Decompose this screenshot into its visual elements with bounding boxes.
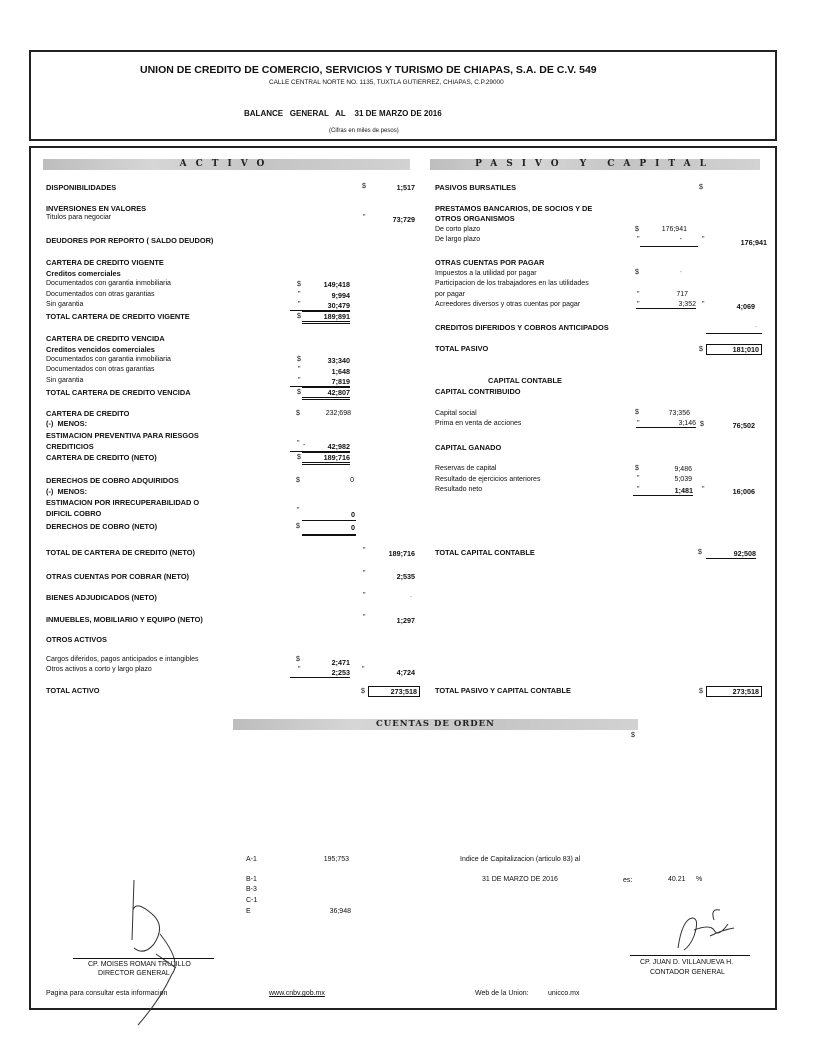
prestamos-total: 176;941 — [740, 238, 767, 247]
capital-contable-title: CAPITAL CONTABLE — [488, 376, 562, 385]
ptu-line1: Participacion de los trabajadores en las utilidades — [435, 280, 589, 287]
reservas-value: 9;486 — [674, 466, 692, 473]
currency-sign: $ — [635, 409, 639, 416]
ditto-mark: " — [363, 214, 366, 221]
pasivo-band: PASIVO Y CAPITAL — [430, 159, 760, 170]
ditto-mark: " — [702, 236, 705, 243]
ditto-mark: " — [362, 666, 365, 673]
diferidos-label: CREDITOS DIFERIDOS Y COBROS ANTICIPADOS — [435, 323, 609, 332]
resultado-neto-label: Resultado neto — [435, 486, 483, 493]
indice-value: 40.21 — [668, 876, 686, 883]
total-pasivo-capital-value: 273;518 — [706, 686, 762, 697]
cuentas-orden-band: CUENTAS DE ORDEN — [233, 719, 638, 730]
ditto-mark: " — [702, 486, 705, 493]
bienes-label: BIENES ADJUDICADOS (NETO) — [46, 593, 157, 602]
inmuebles-label: INMUEBLES, MOBILIARIO Y EQUIPO (NETO) — [46, 615, 203, 624]
total-pasivo-value: 181;010 — [706, 344, 762, 355]
capital-social-value: 73;356 — [668, 410, 690, 417]
diferidos-value: - — [754, 324, 757, 331]
deudores-label: DEUDORES POR REPORTO ( SALDO DEUDOR) — [46, 236, 214, 245]
currency-sign: $ — [297, 356, 301, 363]
largo-plazo-label: De largo plazo — [435, 236, 481, 243]
disponibilidades-label: DISPONIBILIDADES — [46, 183, 117, 192]
vigente-row-label: Documentados con otras garantias — [46, 291, 155, 298]
derechos-menos: (-) MENOS: — [46, 487, 88, 496]
reservas-label: Reservas de capital — [435, 465, 497, 472]
vencida-row-value: 7;819 — [290, 377, 350, 387]
vencida-row-label: Documentados con garantia inmobiliaria — [46, 356, 171, 363]
currency-sign: $ — [362, 183, 366, 190]
dash-mark: - — [303, 442, 306, 449]
currency-sign: $ — [296, 656, 300, 663]
capital-social-label: Capital social — [435, 410, 477, 417]
otras-cxc-label: OTRAS CUENTAS POR COBRAR (NETO) — [46, 572, 190, 581]
currency-sign: $ — [361, 688, 365, 695]
impuestos-label: Impuestos a la utilidad por pagar — [435, 270, 537, 277]
company-name: UNION DE CREDITO DE COMERCIO, SERVICIOS Y TURISMO DE CHIAPAS, S.A. DE C.V. 549 — [140, 64, 597, 76]
prestamos-line2: OTROS ORGANISMOS — [435, 214, 515, 223]
cargos-label: Cargos diferidos, pagos anticipados e intangibles — [46, 656, 199, 663]
otras-cxc-value: 2;535 — [396, 572, 415, 581]
total-activo-label: TOTAL ACTIVO — [46, 686, 100, 695]
currency-sign: $ — [699, 346, 703, 353]
ptu-value: 717 — [676, 291, 688, 298]
ditto-mark: " — [297, 440, 300, 447]
bursatiles-label: PASIVOS BURSATILES — [435, 183, 517, 192]
vencida-row-label: Documentados con otras garantias — [46, 366, 155, 373]
ditto-mark: " — [298, 377, 301, 384]
cartera-neto-value: 189;716 — [302, 452, 350, 465]
vigente-row-value: 9;994 — [331, 291, 350, 300]
rule-line — [640, 246, 698, 247]
vigente-total-value: 189;891 — [302, 311, 350, 324]
contador-title: CONTADOR GENERAL — [650, 969, 725, 976]
currency-sign: $ — [296, 410, 300, 417]
ditto-mark: " — [363, 570, 366, 577]
corto-plazo-label: De corto plazo — [435, 226, 481, 233]
ditto-mark: " — [637, 420, 640, 427]
web-label: Web de la Union: — [475, 990, 529, 997]
total-pasivo-label: TOTAL PASIVO — [435, 344, 489, 353]
cnbv-link[interactable]: www.cnbv.gob.mx — [269, 990, 325, 997]
currency-sign: $ — [635, 226, 639, 233]
capital-contribuido-total: 76;502 — [732, 421, 755, 430]
orden-value: 36;948 — [329, 908, 351, 915]
ditto-mark: " — [298, 301, 301, 308]
vencida-total-value: 42;807 — [302, 387, 350, 400]
orden-code: A-1 — [246, 856, 257, 863]
currency-sign: $ — [635, 269, 639, 276]
rule-line — [706, 333, 762, 334]
prima-label: Prima en venta de acciones — [435, 420, 522, 427]
cartera-label: CARTERA DE CREDITO — [46, 409, 130, 418]
ditto-mark: " — [298, 366, 301, 373]
ditto-mark: " — [637, 486, 640, 493]
footer-consult: Pagina para consultar esta informacion — [46, 990, 168, 997]
otros-ap-label: Otros activos a corto y largo plazo — [46, 666, 152, 673]
rule-line — [302, 520, 356, 521]
currency-sign: $ — [631, 732, 635, 739]
inversiones-value: 73;729 — [392, 215, 415, 224]
activo-band: ACTIVO — [43, 159, 410, 170]
indice-label: Indice de Capitalizacion (articulo 83) al — [460, 856, 581, 863]
irrecuperabilidad-value: 0 — [351, 510, 355, 519]
orden-code: E — [246, 908, 251, 915]
otras-cxp-total: 4;069 — [736, 302, 755, 311]
acreedores-label: Acreedores diversos y otras cuentas por pagar — [435, 301, 581, 308]
director-title: DIRECTOR GENERAL — [98, 970, 170, 977]
vigente-row-value: 30;479 — [290, 301, 350, 311]
vencida-row-value: 33;340 — [327, 356, 350, 365]
orden-code: B-3 — [246, 886, 257, 893]
company-address: CALLE CENTRAL NORTE NO. 1135, TUXTLA GUTIERREZ, CHIAPAS, C.P.29000 — [269, 79, 504, 86]
otras-cxp-label: OTRAS CUENTAS POR PAGAR — [435, 258, 545, 267]
web-link[interactable]: unicco.mx — [548, 990, 580, 997]
indice-date: 31 DE MARZO DE 2016 — [482, 876, 558, 883]
derechos-neto-value: 0 — [351, 523, 355, 532]
cargos-value: 2;471 — [331, 658, 350, 667]
currency-sign: $ — [699, 688, 703, 695]
currency-sign: $ — [297, 313, 301, 320]
vencida-sub: Creditos vencidos comerciales — [46, 345, 155, 354]
impuestos-value: - — [679, 269, 682, 276]
titulos-label: Titulos para negociar — [46, 214, 112, 221]
anteriores-value: 5;039 — [674, 476, 692, 483]
currency-sign: $ — [296, 477, 300, 484]
vencida-row-value: 1;648 — [331, 367, 350, 376]
bienes-value: - — [409, 594, 412, 601]
cartera-menos: (-) MENOS: — [46, 419, 88, 428]
currency-sign: $ — [297, 281, 301, 288]
irrecuperabilidad-line2: DIFICIL COBRO — [46, 509, 102, 518]
vigente-sub: Creditos comerciales — [46, 269, 121, 278]
otros-activos-total: 4;724 — [396, 668, 415, 677]
ptu-line2: por pagar — [435, 291, 465, 298]
capital-ganado-title: CAPITAL GANADO — [435, 443, 502, 452]
prima-value: 3;146 — [636, 420, 696, 428]
cartera-value: 232;698 — [325, 410, 351, 417]
estimacion-line2: CREDITICIOS — [46, 442, 94, 451]
ditto-mark: " — [637, 301, 640, 308]
indice-es: es: — [623, 877, 633, 884]
ditto-mark: " — [637, 475, 640, 482]
irrecuperabilidad-line1: ESTIMACION POR IRRECUPERABILIDAD O — [46, 498, 200, 507]
rule-line — [302, 534, 356, 536]
derechos-neto-label: DERECHOS DE COBRO (NETO) — [46, 522, 158, 531]
ditto-mark: " — [637, 291, 640, 298]
director-name: CP. MOISES ROMAN TRUJILLO — [88, 961, 191, 968]
largo-plazo-value: - — [679, 236, 682, 243]
units-note: (Cifras en miles de pesos) — [329, 128, 399, 134]
ditto-mark: " — [298, 291, 301, 298]
total-capital-value: 92;508 — [706, 549, 756, 559]
ditto-mark: " — [363, 592, 366, 599]
vigente-row-label: Sin garantia — [46, 301, 84, 308]
ditto-mark: " — [297, 507, 300, 514]
otros-ap-value: 2;253 — [290, 668, 350, 678]
indice-pct: % — [696, 876, 703, 883]
disponibilidades-value: 1;517 — [396, 183, 415, 192]
ditto-mark: " — [298, 666, 301, 673]
total-pasivo-capital-label: TOTAL PASIVO Y CAPITAL CONTABLE — [435, 686, 571, 695]
director-signature-drawing — [100, 870, 210, 1030]
derechos-value: 0 — [350, 477, 354, 484]
currency-sign: $ — [297, 389, 301, 396]
currency-sign: $ — [297, 454, 301, 461]
vencida-title: CARTERA DE CREDITO VENCIDA — [46, 334, 165, 343]
acreedores-value: 3;352 — [636, 301, 696, 309]
currency-sign: $ — [699, 184, 703, 191]
resultado-neto-value: 1;481 — [633, 486, 693, 496]
contador-signature-line — [630, 955, 750, 956]
total-capital-label: TOTAL CAPITAL CONTABLE — [435, 548, 535, 557]
ditto-mark: " — [637, 236, 640, 243]
director-signature-line — [73, 958, 214, 959]
ditto-mark: " — [363, 614, 366, 621]
total-cartera-value: 189;716 — [388, 549, 415, 558]
estimacion-value: 42;982 — [290, 442, 350, 452]
vencida-total-label: TOTAL CARTERA DE CREDITO VENCIDA — [46, 388, 191, 397]
inmuebles-value: 1;297 — [396, 616, 415, 625]
currency-sign: $ — [700, 421, 704, 428]
ditto-mark: " — [363, 547, 366, 554]
prestamos-line1: PRESTAMOS BANCARIOS, DE SOCIOS Y DE — [435, 204, 593, 213]
inversiones-label: INVERSIONES EN VALORES — [46, 204, 147, 213]
contador-signature-drawing — [670, 900, 750, 960]
derechos-label: DERECHOS DE COBRO ADQUIRIDOS — [46, 476, 179, 485]
estimacion-line1: ESTIMACION PREVENTIVA PARA RIESGOS — [46, 431, 199, 440]
vigente-total-label: TOTAL CARTERA DE CREDITO VIGENTE — [46, 312, 190, 321]
currency-sign: $ — [635, 465, 639, 472]
contador-name: CP. JUAN D. VILLANUEVA H. — [640, 959, 734, 966]
vigente-row-value: 149;418 — [323, 280, 350, 289]
currency-sign: $ — [698, 549, 702, 556]
orden-code: B-1 — [246, 876, 257, 883]
corto-plazo-value: 176;941 — [661, 226, 687, 233]
anteriores-label: Resultado de ejercicios anteriores — [435, 476, 541, 483]
capital-contribuido-title: CAPITAL CONTRIBUIDO — [435, 387, 521, 396]
total-cartera-label: TOTAL DE CARTERA DE CREDITO (NETO) — [46, 548, 195, 557]
ditto-mark: " — [702, 301, 705, 308]
vencida-row-label: Sin garantia — [46, 377, 84, 384]
capital-ganado-total: 16;006 — [732, 487, 755, 496]
orden-code: C-1 — [246, 897, 258, 904]
currency-sign: $ — [296, 523, 300, 530]
vigente-row-label: Documentados con garantia inmobiliaria — [46, 280, 171, 287]
cartera-neto-label: CARTERA DE CREDITO (NETO) — [46, 453, 157, 462]
vigente-title: CARTERA DE CREDITO VIGENTE — [46, 258, 164, 267]
report-title: BALANCE GENERAL AL 31 DE MARZO DE 2016 — [244, 109, 442, 118]
otros-activos-label: OTROS ACTIVOS — [46, 635, 107, 644]
total-activo-value: 273;518 — [368, 686, 420, 697]
orden-value: 195;753 — [323, 856, 349, 863]
